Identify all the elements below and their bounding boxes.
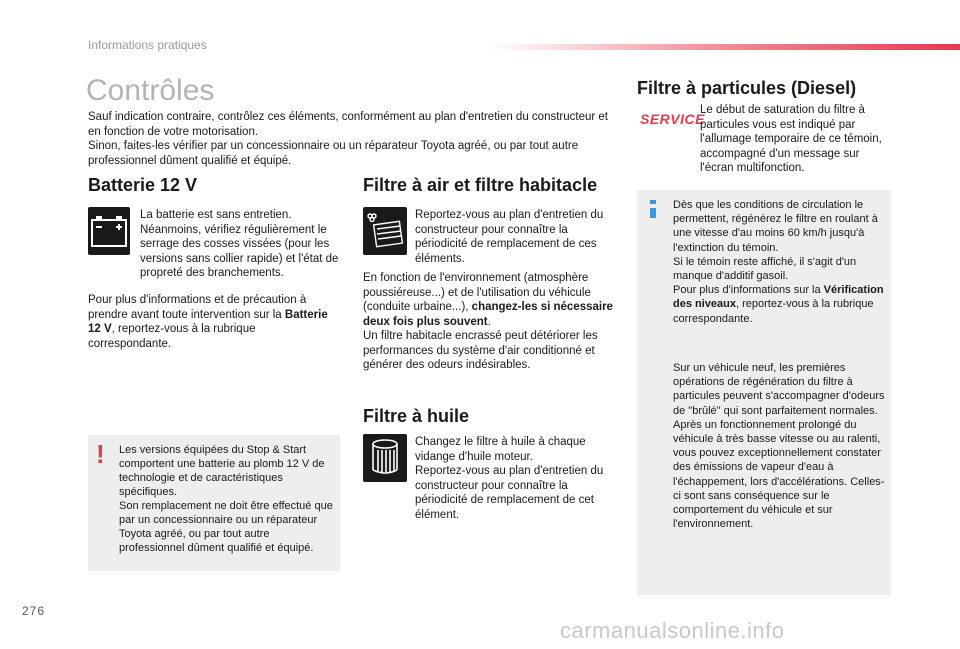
particle-filter-info-text-2 <box>673 361 887 531</box>
intro-paragraph: Sinon, faites-les vérifier par un concessionnaire ou un réparateur Toyota agréé, ou par tout autre professionnel dûment qualifié et équipé. <box>88 140 579 167</box>
info-icon <box>650 200 656 218</box>
air-filter-text-part: . <box>487 315 491 328</box>
particle-filter-heading: Filtre à particules (Diesel) <box>637 78 857 98</box>
battery-more-info-text: Pour plus d'informations et de précaution à prendre avant toute intervention sur la <box>88 294 307 321</box>
header-accent-bar <box>490 44 960 50</box>
air-filter-details <box>363 271 613 373</box>
air-filter-emphasis: changez-les si nécessaire deux fois plus souvent <box>363 301 613 328</box>
air-filter-heading: Filtre à air et filtre habitacle <box>363 175 598 195</box>
info-link-label: Vérification des niveaux <box>673 284 884 311</box>
oil-filter-icon <box>363 434 407 482</box>
warning-paragraph: Les versions équipées du Stop & Start comportent une batterie au plomb 12 V de technologie et de caractéristiques spécifiques. <box>119 444 325 498</box>
page-number: 276 <box>22 604 46 618</box>
page-title: Contrôles <box>86 74 215 107</box>
battery-more-info <box>88 293 333 351</box>
intro-text <box>88 110 618 168</box>
air-filter-paragraph: Un filtre habitacle encrassé peut détériorer les performances du système d'air conditionné et générer des odeurs indésirables. <box>363 330 598 371</box>
air-filter-text: Reportez-vous au plan d'entretien du constructeur pour connaître la périodicité de remplacement de ces éléments. <box>415 209 604 265</box>
battery-warning-text <box>119 443 337 555</box>
section-title: Informations pratiques <box>88 38 207 52</box>
battery-text: La batterie est sans entretien. Néanmoins, vérifiez régulièrement le serrage des cosses vissées (pour les versions sans collier rapide) et l'état de propreté des branchements. <box>140 209 339 279</box>
air-filter-paragraph <box>363 271 613 329</box>
service-warning-icon: SERVICE <box>640 111 705 127</box>
battery-heading: Batterie 12 V <box>88 175 198 195</box>
info-paragraph: Sur un véhicule neuf, les premières opérations de régénération du filtre à particules peuvent s'accompagner d'odeurs de "brûlé" qui sont parfaitement normales. <box>673 362 885 417</box>
battery-warning-box <box>88 435 340 571</box>
particle-filter-info-text <box>673 198 887 326</box>
warning-paragraph: Son remplacement ne doit être effectué que par un concessionnaire ou un réparateur Toyota agréé, ou par tout autre professionnel dûment qualifié et équipé. <box>119 500 333 554</box>
info-paragraph: Dès que les conditions de circulation le permettent, régénérez le filtre en roulant à une vitesse d'au moins 60 km/h jusqu'à l'extinction du témoin. <box>673 199 878 254</box>
info-paragraph: Après un fonctionnement prolongé du véhicule à très basse vitesse ou au ralenti, vous pouvez exceptionnellement constater des émissions de vapeur d'eau à l'échappement, lors d'accélérations. Celles-ci sont sans conséquence sur le comportement du véhicule et sur l'environnement. <box>673 418 885 531</box>
intro-paragraph: Sauf indication contraire, contrôlez ces éléments, conformément au plan d'entretien du constructeur et en fonction de votre motorisation. <box>88 111 608 138</box>
oil-filter-paragraph: Reportez-vous au plan d'entretien du constructeur pour connaître la périodicité de remplacement de cet élément. <box>415 465 604 521</box>
info-paragraph: Si le témoin reste affiché, il s'agit d'un manque d'additif gasoil. <box>673 255 857 283</box>
battery-link-label: Batterie 12 V <box>88 308 328 335</box>
air-filter-text-part: En fonction de l'environnement (atmosphère poussiéreuse...) et de l'utilisation du véhicule (conduite urbaine...), <box>363 272 591 313</box>
air-filter-icon <box>363 207 407 255</box>
info-text-part: , reportez-vous à la rubrique correspondante. <box>673 298 874 325</box>
particle-filter-info-box <box>637 190 891 595</box>
info-text-part: Pour plus d'informations sur la <box>673 284 824 297</box>
battery-more-info-text: , reportez-vous à la rubrique correspondante. <box>88 323 256 350</box>
particle-filter-text: Le début de saturation du filtre à particules vous est indiqué par l'allumage temporaire de ce témoin, accompagné d'un message sur l'écran multifonction. <box>700 104 882 174</box>
battery-icon <box>88 207 130 255</box>
info-paragraph <box>673 283 887 326</box>
oil-filter-paragraph: Changez le filtre à huile à chaque vidange d'huile moteur. <box>415 436 586 463</box>
warning-exclamation-icon: ! <box>96 439 105 469</box>
oil-filter-text <box>415 435 610 522</box>
oil-filter-heading: Filtre à huile <box>363 406 470 426</box>
watermark: carmanualsonline.info <box>560 618 785 643</box>
